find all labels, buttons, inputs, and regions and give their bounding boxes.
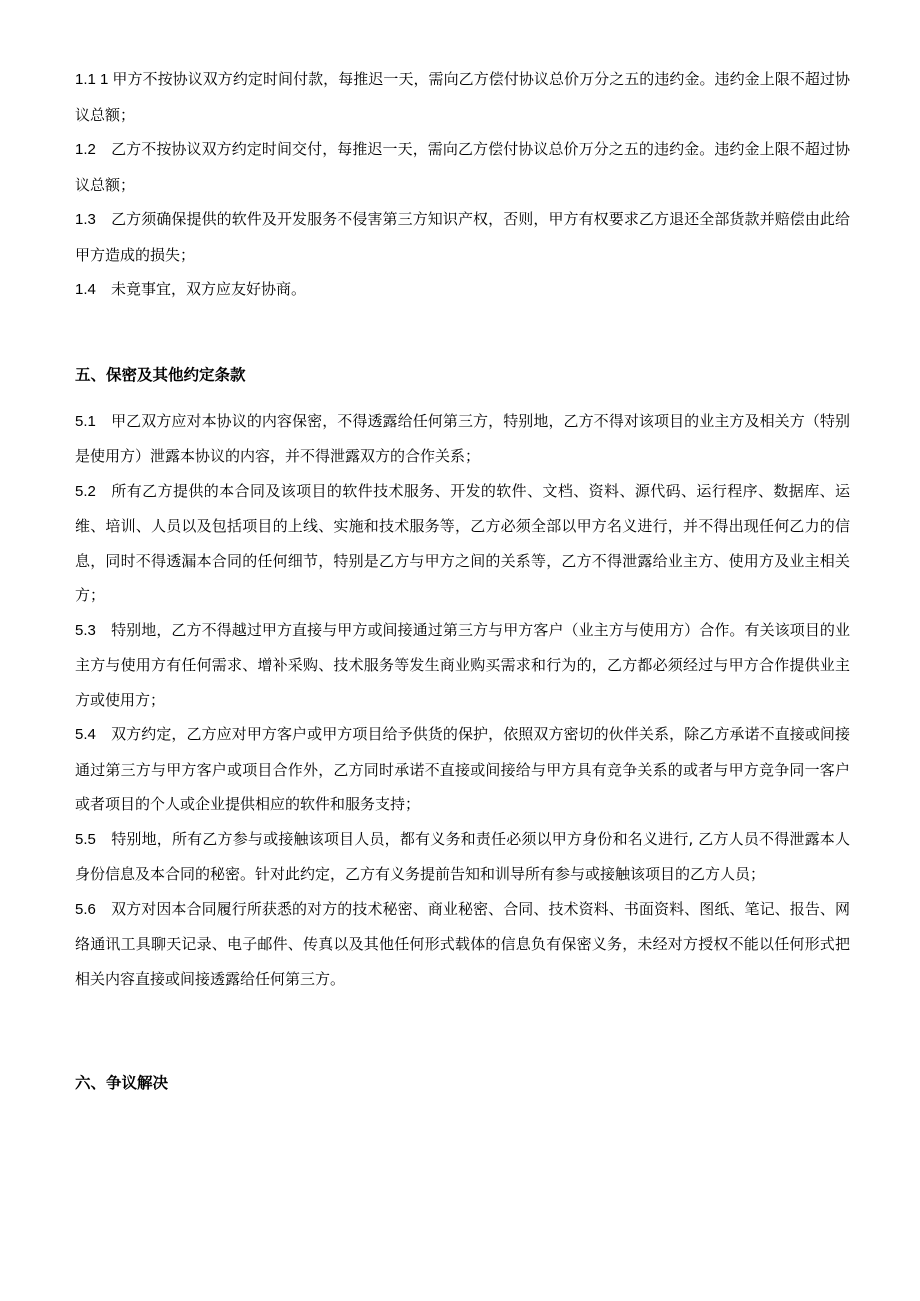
heading-spacer — [75, 390, 850, 404]
clause-number: 5.5 — [75, 830, 96, 848]
clause-number: 5.3 — [75, 621, 96, 639]
clause-text: 特别地，所有乙方参与或接触该项目人员，都有义务和责任必须以甲方身份和名义进行, 乙方人员不得泄露本人身份信息及本合同的秘密。针对此约定，乙方有义务提前告知和训导所有参与或接触该项目的乙方人员； — [75, 829, 850, 883]
clause-5-3 — [75, 613, 850, 718]
clause-text: 特别地，乙方不得越过甲方直接与甲方或间接通过第三方与甲方客户（业主方与使用方）合作。有关该项目的业主方与使用方有任何需求、增补采购、技术服务等发生商业购买需求和行为的，乙方都必须经过与甲方合作提供业主方或使用方； — [75, 620, 850, 709]
section-spacer — [75, 308, 850, 360]
section-6-heading: 六、争议解决 — [75, 1074, 169, 1092]
clause-5-5 — [75, 822, 850, 892]
clause-number: 1.1 1 — [75, 71, 109, 88]
clause-number: 5.4 — [75, 726, 96, 743]
clause-text: 未竟事宜，双方应友好协商。 — [111, 280, 307, 298]
clause-text: 甲乙双方应对本协议的内容保密，不得透露给任何第三方，特别地，乙方不得对该项目的业主方及相关方（特别是使用方）泄露本协议的内容，并不得泄露双方的合作关系； — [75, 411, 850, 465]
clause-5-2 — [75, 474, 850, 613]
clause-1-4 — [75, 272, 850, 308]
clause-text: 所有乙方提供的本合同及该项目的软件技术服务、开发的软件、文档、资料、源代码、运行程序、数据库、运维、培训、人员以及包括项目的上线、实施和技术服务等，乙方必须全部以甲方名义进行，并不得出现任何乙力的信息，同时不得透漏本合同的任何细节，特别是乙方与甲方之间的关系等，乙方不得泄露给业主方、使用方及业主相关方； — [75, 481, 850, 604]
clause-number: 5.6 — [75, 900, 96, 918]
clause-text: 乙方须确保提供的软件及开发服务不侵害第三方知识产权，否则，甲方有权要求乙方退还全部货款并赔偿由此给甲方造成的损失； — [75, 210, 850, 264]
clause-number: 1.4 — [75, 281, 96, 298]
clause-number: 5.1 — [75, 412, 96, 430]
clause-number: 5.2 — [75, 482, 96, 500]
clause-5-4 — [75, 717, 850, 822]
clause-text: 乙方不按协议双方约定时间交付，每推迟一天，需向乙方偿付协议总价万分之五的违约金。违约金上限不超过协议总额； — [75, 140, 850, 194]
contract-page — [75, 62, 850, 1098]
clause-5-6 — [75, 892, 850, 997]
clause-text: 双方约定，乙方应对甲方客户或甲方项目给予供货的保护，依照双方密切的伙伴关系，除乙方承诺不直接或间接通过第三方与甲方客户或项目合作外，乙方同时承诺不直接或间接给与甲方具有竞争关系的或者与甲方竞争同一客户或者项目的个人或企业提供相应的软件和服务支持； — [75, 725, 850, 813]
section-5-heading: 五、保密及其他约定条款 — [75, 365, 246, 384]
clause-number: 1.2 — [75, 141, 96, 158]
clause-1-2 — [75, 132, 850, 202]
clause-number: 1.3 — [75, 211, 96, 228]
clause-text: 双方对因本合同履行所获悉的对方的技术秘密、商业秘密、合同、技术资料、书面资料、图纸、笔记、报告、网络通讯工具聊天记录、电子邮件、传真以及其他任何形式载体的信息负有保密义务，未经对方授权不能以任何形式把相关内容直接或间接透露给任何第三方。 — [75, 899, 850, 988]
clause-1-3 — [75, 202, 850, 272]
clause-1-1 — [75, 62, 850, 132]
section-spacer — [75, 996, 850, 1068]
clause-5-1 — [75, 404, 850, 474]
clause-text: 甲方不按协议双方约定时间付款，每推迟一天，需向乙方偿付协议总价万分之五的违约金。违约金上限不超过协议总额； — [75, 70, 850, 124]
